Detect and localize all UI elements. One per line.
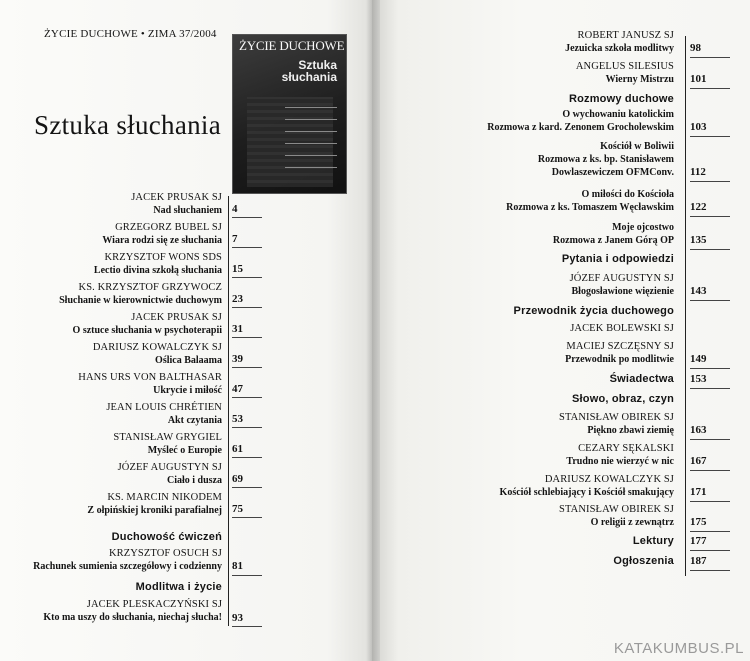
entry-title: Wierny Mistrzu [605,74,674,85]
entry-subtitle: Rozmowa z kard. Zenonem Grocholewskim [487,122,674,133]
toc-entry [570,272,674,298]
entry-author: HANS URS VON BALTHASAR [78,372,222,383]
section-heading-rozmowy: Rozmowy duchowe [568,93,674,105]
entry-author: JACEK BOLEWSKI SJ [570,323,674,334]
entry-author: JACEK PRUSAK SJ [131,312,222,323]
cover-magazine-name: ŻYCIE DUCHOWE [239,38,345,53]
page-underline [690,181,730,182]
toc-entry [78,371,222,397]
toc-entry [93,341,222,367]
entry-page-number: 163 [690,424,707,436]
entry-title: Wiara rodzi się ze słuchania [102,235,222,246]
entry-page-number: 69 [232,473,243,485]
entry-page-number: 53 [232,413,243,425]
toc-entry [576,60,674,86]
toc-entry [106,401,222,427]
entry-author: ROBERT JANUSZ SJ [577,30,674,41]
toc-entry [487,108,674,134]
entry-title: Oślica Balaama [155,355,222,366]
left-page-number-rule [228,196,229,626]
entry-title: Lectio divina szkołą słuchania [93,265,222,276]
entry-subtitle-cont: Dowlaszewiczem OFMConv. [551,167,674,178]
entry-author: JACEK PRUSAK SJ [131,192,222,203]
page-underline [690,88,730,89]
page-underline [232,626,262,627]
entry-page-number: 31 [232,323,243,335]
book-gutter-shadow [366,0,380,661]
entry-subtitle: Rozmowa z ks. Tomaszem Węcławskim [506,202,674,213]
page-underline [690,57,730,58]
entry-title: O religii z zewnątrz [590,517,674,528]
page-underline [232,517,262,518]
entry-author: STANISŁAW GRYGIEL [113,432,222,443]
entry-title: Rachunek sumienia szczegółowy i codzienny [33,561,222,572]
entry-title: Nad słuchaniem [153,205,222,216]
entry-author: GRZEGORZ BUBEL SJ [115,222,222,233]
entry-title: O wychowaniu katolickim [562,109,674,120]
entry-page-number: 103 [690,121,707,133]
entry-page-number: 47 [232,383,243,395]
toc-entry [131,191,222,217]
toc-entry [570,322,674,335]
entry-title: Piękno zbawi ziemię [587,425,674,436]
entry-title: Jezuicka szkoła modlitwy [565,43,674,54]
entry-page-number: 135 [690,234,707,246]
entry-page-number: 167 [690,455,707,467]
toc-entry [559,503,674,529]
toc-entry [559,411,674,437]
page-underline [232,247,262,248]
section-page-number: 187 [690,555,707,567]
cover-topic-line1: Sztuka [298,58,337,72]
entry-author: KS. MARCIN NIKODEM [107,492,222,503]
page-underline [232,217,262,218]
page-underline [690,570,730,571]
entry-author: KS. KRZYSZTOF GRZYWOCZ [78,282,222,293]
toc-entry [73,311,222,337]
page-underline [232,427,262,428]
toc-entry [33,547,222,573]
toc-entry [43,598,222,624]
entry-page-number: 81 [232,560,243,572]
entry-title: Kto ma uszy do słuchania, niechaj słucha! [43,612,222,623]
entry-page-number: 171 [690,486,707,498]
entry-title: Ciało i dusza [166,475,222,486]
entry-page-number: 122 [690,201,707,213]
entry-title: Ukrycie i miłość [153,385,222,396]
page-underline [232,575,262,576]
entry-page-number: 101 [690,73,707,85]
page-underline [232,307,262,308]
entry-author: STANISŁAW OBIREK SJ [559,504,674,515]
section-page-number: 153 [690,373,707,385]
entry-author: KRZYSZTOF WONS SDS [104,252,222,263]
entry-subtitle: Rozmowa z ks. bp. Stanisławem [537,154,674,165]
entry-author: CEZARY SĘKALSKI [578,443,674,454]
entry-author: ANGELUS SILESIUS [575,61,674,72]
section-heading-swiadectwa: Świadectwa [609,373,674,385]
cover-thumbnail [232,34,347,194]
toc-entry [118,461,222,487]
section-heading-slowo: Słowo, obraz, czyn [571,393,674,405]
section-heading-przewodnik: Przewodnik życia duchowego [513,305,674,317]
toc-entry [565,340,674,366]
entry-page-number: 175 [690,516,707,528]
entry-title: Myśleć o Europie [147,445,222,456]
entry-page-number: 23 [232,293,243,305]
toc-entry [59,281,222,307]
entry-page-number: 15 [232,263,243,275]
page-underline [690,300,730,301]
entry-page-number: 4 [232,203,238,215]
entry-title: Moje ojcostwo [612,222,674,233]
entry-page-number: 112 [690,166,706,178]
toc-entry [500,473,674,499]
site-watermark: KATAKUMBUS.PL [613,640,744,657]
page-underline [232,337,262,338]
page-underline [690,531,730,532]
right-page-number-rule [685,36,686,576]
entry-page-number: 7 [232,233,238,245]
section-heading-pytania: Pytania i odpowiedzi [561,253,674,265]
cover-contents-lines [285,107,337,179]
entry-title: Akt czytania [167,415,222,426]
section-heading-lektury: Lektury [632,535,674,547]
entry-title: Z ołpińskiej kroniki parafialnej [87,505,222,516]
page-underline [690,368,730,369]
entry-author: JACEK PLESKACZYŃSKI SJ [86,599,222,610]
entry-author: MACIEJ SZCZĘSNY SJ [566,341,674,352]
entry-page-number: 61 [232,443,243,455]
toc-entry [113,431,222,457]
page-underline [690,470,730,471]
toc-entry [565,29,674,55]
entry-page-number: 75 [232,503,243,515]
page-underline [232,487,262,488]
issue-header: ŻYCIE DUCHOWE • ZIMA 37/2004 [44,28,217,40]
entry-page-number: 143 [690,285,707,297]
toc-entry [87,491,222,517]
section-heading-modlitwa: Modlitwa i życie [135,581,222,593]
entry-page-number: 93 [232,612,243,624]
section-page-number: 177 [690,535,707,547]
entry-page-number: 149 [690,353,707,365]
entry-author: JÓZEF AUGUSTYN SJ [569,273,674,284]
toc-entry [538,140,674,179]
entry-author: JÓZEF AUGUSTYN SJ [117,462,222,473]
toc-entry [506,188,674,214]
entry-title: Trudno nie wierzyć w nic [566,456,674,467]
section-heading-cwiczen: Duchowość ćwiczeń [111,531,222,543]
entry-author: DARIUSZ KOWALCZYK SJ [92,342,222,353]
entry-title: Przewodnik po modlitwie [565,354,674,365]
page-underline [232,397,262,398]
page-title: Sztuka słuchania [34,110,221,140]
left-page [0,0,372,661]
entry-title: O miłości do Kościoła [581,189,674,200]
page-underline [690,136,730,137]
cover-topic-line2: słuchania [281,70,337,84]
entry-page-number: 98 [690,42,701,54]
entry-author: KRZYSZTOF OSUCH SJ [108,548,222,559]
toc-entry [102,221,222,247]
entry-title: Kościół schlebiający i Kościół smakujący [499,487,674,498]
entry-author: DARIUSZ KOWALCZYK SJ [544,474,674,485]
page-underline [690,439,730,440]
entry-subtitle: Rozmowa z Janem Górą OP [552,235,674,246]
entry-title: O sztuce słuchania w psychoterapii [72,325,222,336]
page-underline [690,501,730,502]
entry-page-number: 39 [232,353,243,365]
cover-topic [263,59,337,83]
entry-title: Błogosławione więzienie [571,286,674,297]
section-heading-ogloszenia: Ogłoszenia [613,555,674,567]
page-underline [232,277,262,278]
right-page [372,0,750,661]
toc-entry [94,251,222,277]
page-underline [690,388,730,389]
page-underline [690,216,730,217]
entry-title: Słuchanie w kierownictwie duchowym [59,295,222,306]
entry-title: Kościół w Boliwii [600,141,674,152]
page-underline [690,550,730,551]
page-underline [232,367,262,368]
entry-author: STANISŁAW OBIREK SJ [559,412,674,423]
toc-entry [566,442,674,468]
page-underline [232,457,262,458]
entry-author: JEAN LOUIS CHRÉTIEN [106,402,222,413]
page-underline [690,249,730,250]
toc-entry [553,221,674,247]
